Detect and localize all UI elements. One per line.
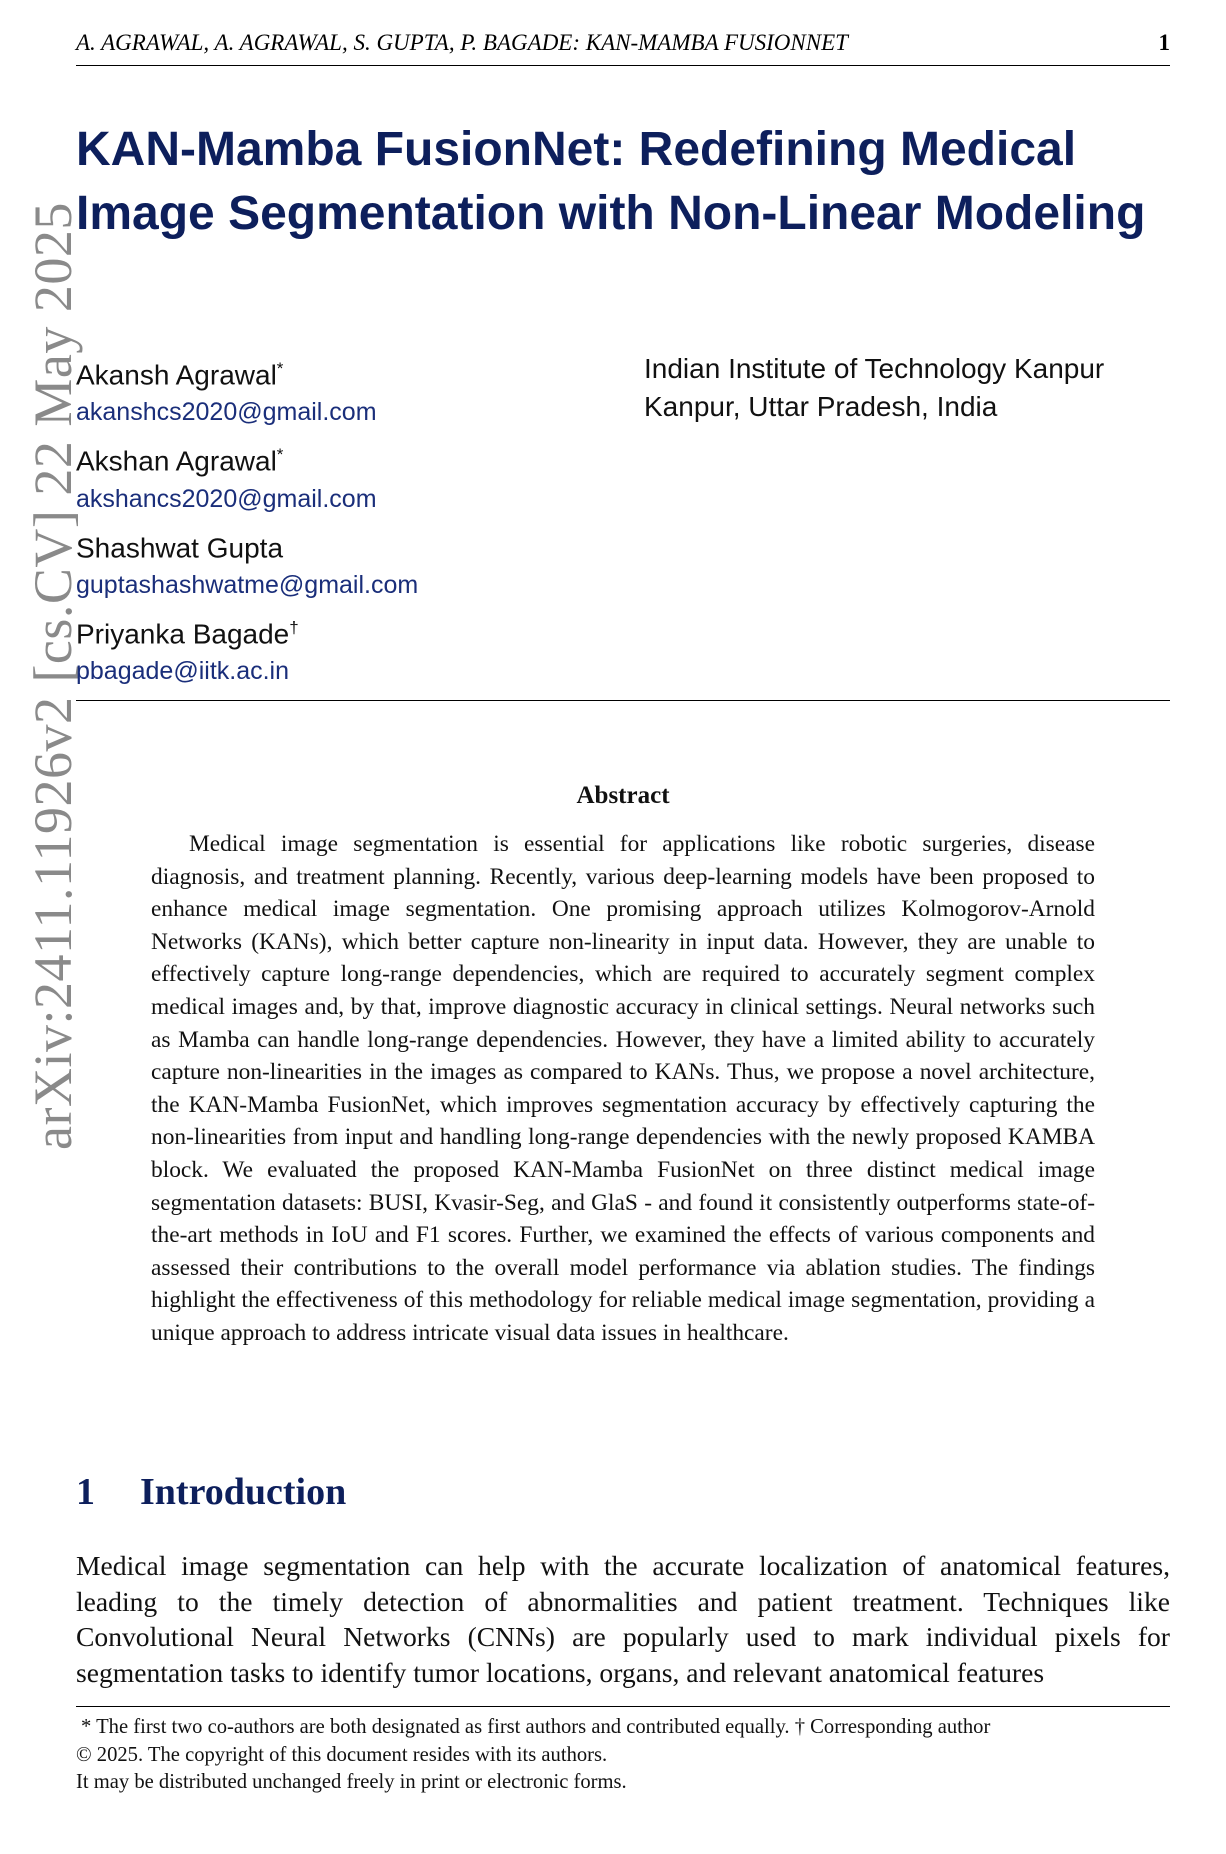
affiliation: [644, 350, 1164, 426]
author-mark: †: [289, 617, 299, 637]
running-head-text: A. AGRAWAL, A. AGRAWAL, S. GUPTA, P. BAGADE: KAN-MAMBA FUSIONNET: [76, 30, 848, 55]
affiliation-location: Kanpur, Uttar Pradesh, India: [644, 391, 998, 422]
paper-title: KAN-Mamba FusionNet: Redefining Medical Image Segmentation with Non-Linear Modeling: [76, 123, 1146, 240]
footnotes: [76, 1714, 1170, 1797]
abstract-heading: Abstract: [576, 782, 670, 809]
author-mark: *: [276, 359, 284, 378]
author-name: Priyanka Bagade†: [76, 617, 299, 650]
footnote-copyright: © 2025. The copyright of this document resides with its authors.: [76, 1743, 608, 1766]
introduction-text: Medical image segmentation can help with the accurate localization of anatomical features, leading to the timely detection of abnormalities and patient treatment. Techniques like Convolutional Neural Networks (CNNs) are popularly used to mark individual pixels for segmentation tasks to identify tumor locations, organs, and relevant anatomical features: [76, 1550, 1170, 1688]
author-name: Akshan Agrawal*: [76, 445, 284, 477]
affiliation-institute: Indian Institute of Technology Kanpur: [644, 353, 1105, 384]
author-block: [76, 609, 636, 689]
author-list: [76, 350, 636, 695]
author-block: [76, 350, 636, 430]
running-head: [76, 30, 1170, 66]
author-mark: *: [276, 445, 284, 465]
author-block: [76, 523, 636, 603]
section-heading: [76, 1470, 346, 1514]
footnote-distribution: It may be distributed unchanged freely in print or electronic forms.: [76, 1771, 627, 1793]
footnote-divider: [76, 1706, 1170, 1707]
abstract-text: Medical image segmentation is essential for applications like robotic surgeries, disease diagnosis, and treatment planning. Recently, various deep-learning models have been proposed to enhance medical image segmentation. One promising approach utilizes Kolmogorov-Arnold Networks (KANs), which better capture non-linearity in input data. However, they are unable to effectively capture long-range dependencies, which are required to accurately segment complex medical images and, by that, improve diagnostic accuracy in clinical settings. Neural networks such as Mamba can handle long-range dependencies. However, they have a limited ability to accurately capture non-linearities in the images as compared to KANs. Thus, we propose a novel architecture, the KAN-Mamba FusionNet, which improves segmentation accuracy by effectively capturing the non-linearities from input and handling long-range dependencies with the newly proposed KAMBA block. We evaluated the proposed KAN-Mamba FusionNet on three distinct medical image segmentation datasets: BUSI, Kvasir-Seg, and GlaS - and found it consistently outperforms state-of-the-art methods in IoU and F1 scores. Further, we examined the effects of various components and assessed their contributions to the overall model performance via ablation studies. The findings highlight the effectiveness of this methodology for reliable medical image segmentation, providing a unique approach to address intricate visual data issues in healthcare.: [151, 831, 1095, 1346]
footnote-authorship: * The first two co-authors are both designated as first authors and contributed equally. † Corresponding author: [81, 1716, 991, 1738]
header-divider: [76, 700, 1170, 701]
author-block: [76, 436, 636, 516]
author-name: Shashwat Gupta: [76, 531, 284, 563]
author-email-link[interactable]: guptashashwatme@gmail.com: [76, 570, 419, 599]
section-number: 1: [76, 1471, 95, 1513]
arxiv-stamp[interactable]: arXiv:2411.11926v2 [cs.CV] 22 May 2025: [23, 202, 83, 1150]
author-email-link[interactable]: akanshcs2020@gmail.com: [76, 398, 377, 427]
author-email-link[interactable]: akshancs2020@gmail.com: [76, 484, 377, 513]
page-number: 1: [1158, 30, 1170, 55]
section-title: Introduction: [140, 1471, 347, 1513]
author-email-link[interactable]: pbagade@iitk.ac.in: [76, 657, 290, 686]
author-name: Akansh Agrawal*: [76, 359, 284, 391]
